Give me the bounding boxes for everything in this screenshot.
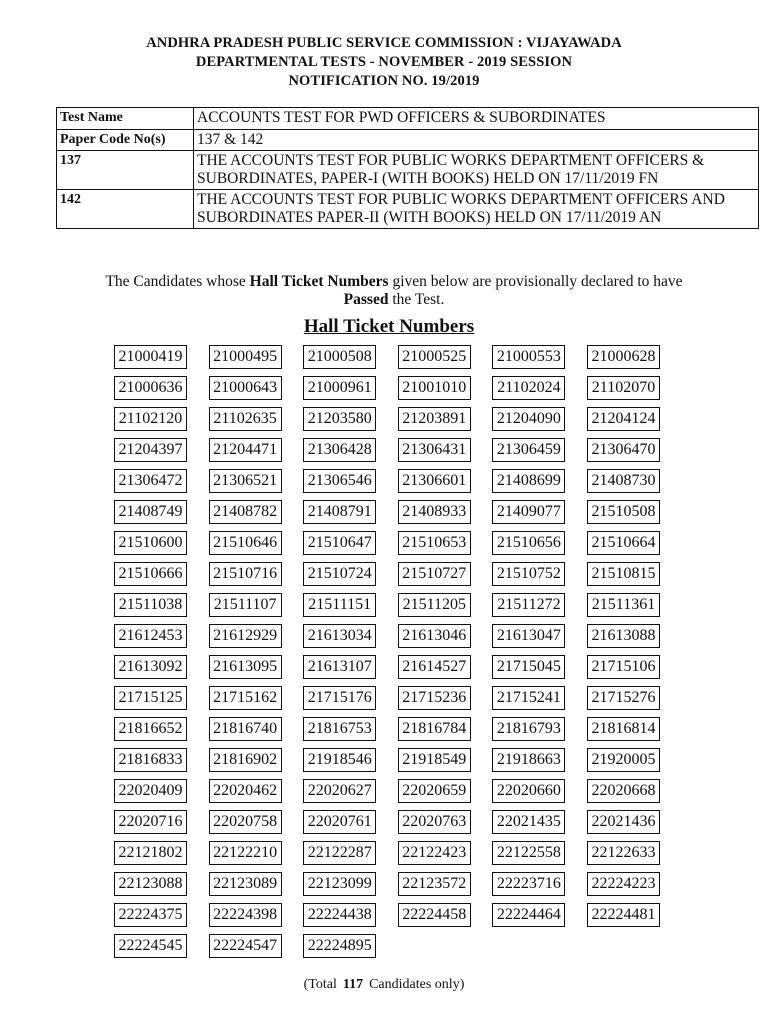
- hall-ticket-number: 21510646: [209, 531, 282, 555]
- hall-ticket-number: 21102120: [114, 407, 187, 431]
- hall-ticket-number: 21614527: [398, 655, 471, 679]
- hall-ticket-number: 21203580: [303, 407, 376, 431]
- hall-ticket-number: 21816793: [492, 717, 565, 741]
- hall-ticket-number: 22224398: [209, 903, 282, 927]
- hall-ticket-number: 21613034: [303, 624, 376, 648]
- hall-ticket-number: 22122558: [492, 841, 565, 865]
- hall-ticket-number: 22020716: [114, 810, 187, 834]
- hall-ticket-number: 22123099: [303, 872, 376, 896]
- paper-142-label: 142: [57, 190, 194, 229]
- hall-ticket-number: 21511205: [398, 593, 471, 617]
- hall-ticket-number: 21715106: [587, 655, 660, 679]
- test-name-label: Test Name: [57, 108, 194, 130]
- hall-ticket-number: 21612929: [209, 624, 282, 648]
- hall-ticket-number: 22020660: [492, 779, 565, 803]
- paper-142-row: [57, 190, 759, 229]
- hall-ticket-number: 21000525: [398, 345, 471, 369]
- hall-ticket-number: 21000628: [587, 345, 660, 369]
- hall-ticket-number: 21306601: [398, 469, 471, 493]
- hall-ticket-number: 21000636: [114, 376, 187, 400]
- hall-ticket-number: 21204124: [587, 407, 660, 431]
- hall-ticket-number: 22224481: [587, 903, 660, 927]
- hall-ticket-number: 21715241: [492, 686, 565, 710]
- notice-line-1: [0, 273, 768, 291]
- hall-ticket-number: 21816784: [398, 717, 471, 741]
- notice-text-1: The Candidates whose: [105, 273, 250, 290]
- hall-ticket-number: 21306459: [492, 438, 565, 462]
- hall-ticket-number: 22121802: [114, 841, 187, 865]
- hall-ticket-number: 22122633: [587, 841, 660, 865]
- hall-ticket-number: 22020668: [587, 779, 660, 803]
- hall-ticket-number: 21816833: [114, 748, 187, 772]
- hall-ticket-number: 22224438: [303, 903, 376, 927]
- hall-ticket-number: 21613107: [303, 655, 376, 679]
- hall-ticket-number: 21510727: [398, 562, 471, 586]
- hall-ticket-number: 22224547: [209, 934, 282, 958]
- hall-ticket-number: 21510508: [587, 500, 660, 524]
- hall-ticket-number: 21204397: [114, 438, 187, 462]
- hall-ticket-number: 21918663: [492, 748, 565, 772]
- hall-ticket-number: 21510647: [303, 531, 376, 555]
- hall-ticket-number: 21102070: [587, 376, 660, 400]
- notice-bold-hall-ticket: Hall Ticket Numbers: [249, 273, 389, 290]
- hall-ticket-number: 22224895: [303, 934, 376, 958]
- hall-ticket-number: 22020409: [114, 779, 187, 803]
- hall-ticket-number: 21204471: [209, 438, 282, 462]
- paper-code-row: [57, 129, 759, 151]
- hall-ticket-number: 21613088: [587, 624, 660, 648]
- notice-bold-passed: Passed: [343, 291, 389, 308]
- hall-ticket-number: 21203891: [398, 407, 471, 431]
- hall-ticket-number: 21408699: [492, 469, 565, 493]
- test-name-value: ACCOUNTS TEST FOR PWD OFFICERS & SUBORDINATES: [194, 108, 759, 130]
- hall-ticket-number: 21715125: [114, 686, 187, 710]
- hall-ticket-number: 22020659: [398, 779, 471, 803]
- hall-ticket-number: 22224545: [114, 934, 187, 958]
- hall-ticket-number: 21409077: [492, 500, 565, 524]
- hall-ticket-number: 21000495: [209, 345, 282, 369]
- notice-line-2: [0, 291, 768, 309]
- hall-ticket-list-title: Hall Ticket Numbers: [303, 316, 475, 337]
- hall-ticket-number: 22224223: [587, 872, 660, 896]
- hall-ticket-number: 22122287: [303, 841, 376, 865]
- hall-ticket-number: 22224375: [114, 903, 187, 927]
- hall-ticket-number: 21510815: [587, 562, 660, 586]
- notice-text-3: the Test.: [388, 291, 445, 308]
- hall-ticket-number: 21510656: [492, 531, 565, 555]
- hall-ticket-number: 21510600: [114, 531, 187, 555]
- hall-ticket-number: 21306521: [209, 469, 282, 493]
- total-candidates-footer: [0, 977, 768, 993]
- hall-ticket-number: 21510664: [587, 531, 660, 555]
- hall-ticket-number: 21510716: [209, 562, 282, 586]
- hall-ticket-number: 21306431: [398, 438, 471, 462]
- hall-ticket-number: 21613047: [492, 624, 565, 648]
- paper-137-label: 137: [57, 151, 194, 190]
- hall-ticket-number: 22021436: [587, 810, 660, 834]
- hall-ticket-number: 21511107: [209, 593, 282, 617]
- hall-ticket-number: 21306428: [303, 438, 376, 462]
- hall-ticket-number: 21000553: [492, 345, 565, 369]
- hall-ticket-number: 21000419: [114, 345, 187, 369]
- hall-ticket-number: 22020758: [209, 810, 282, 834]
- paper-137-description: THE ACCOUNTS TEST FOR PUBLIC WORKS DEPARTMENT OFFICERS & SUBORDINATES, PAPER-I (WITH BOOKS) HELD ON 17/11/2019 FN: [194, 151, 759, 190]
- hall-ticket-number: 21613046: [398, 624, 471, 648]
- hall-ticket-number: 21000508: [303, 345, 376, 369]
- hall-ticket-number: 22020627: [303, 779, 376, 803]
- hall-ticket-number: 21816814: [587, 717, 660, 741]
- hall-ticket-number: 22122423: [398, 841, 471, 865]
- footer-prefix: (Total: [303, 977, 337, 992]
- hall-ticket-number: 21511038: [114, 593, 187, 617]
- hall-ticket-number: 21511272: [492, 593, 565, 617]
- hall-ticket-number: 21918546: [303, 748, 376, 772]
- paper-code-label: Paper Code No(s): [57, 129, 194, 151]
- hall-ticket-number: 22020763: [398, 810, 471, 834]
- hall-ticket-number: 21920005: [587, 748, 660, 772]
- hall-ticket-number: 21510666: [114, 562, 187, 586]
- hall-ticket-number: 21715162: [209, 686, 282, 710]
- hall-ticket-number: 21816652: [114, 717, 187, 741]
- hall-ticket-number: 21510752: [492, 562, 565, 586]
- hall-ticket-number: 21510653: [398, 531, 471, 555]
- hall-ticket-number: 21408782: [209, 500, 282, 524]
- hall-ticket-number: 21306546: [303, 469, 376, 493]
- hall-ticket-number: 21918549: [398, 748, 471, 772]
- hall-ticket-number: 21816740: [209, 717, 282, 741]
- hall-ticket-number: 21715176: [303, 686, 376, 710]
- hall-ticket-number: 21511151: [303, 593, 376, 617]
- hall-ticket-number: 22223716: [492, 872, 565, 896]
- commission-title: ANDHRA PRADESH PUBLIC SERVICE COMMISSION : VIJAYAWADA: [146, 35, 622, 51]
- hall-ticket-number: 21715236: [398, 686, 471, 710]
- hall-ticket-number: 21816753: [303, 717, 376, 741]
- hall-ticket-number: 21000961: [303, 376, 376, 400]
- hall-ticket-number: 21613092: [114, 655, 187, 679]
- test-info-table: [56, 107, 759, 229]
- hall-ticket-number: 22123089: [209, 872, 282, 896]
- hall-ticket-number: 21102635: [209, 407, 282, 431]
- hall-ticket-number: 22224458: [398, 903, 471, 927]
- hall-ticket-number: 21816902: [209, 748, 282, 772]
- hall-ticket-number: 21715045: [492, 655, 565, 679]
- paper-code-value: 137 & 142: [194, 129, 759, 151]
- hall-ticket-number: 21306472: [114, 469, 187, 493]
- paper-142-description: THE ACCOUNTS TEST FOR PUBLIC WORKS DEPARTMENT OFFICERS AND SUBORDINATES PAPER-II (WITH BOOKS) HELD ON 17/11/2019 AN: [194, 190, 759, 229]
- hall-ticket-number: 21613095: [209, 655, 282, 679]
- notice-text-2: given below are provisionally declared to have: [388, 273, 683, 290]
- hall-ticket-number: 21408933: [398, 500, 471, 524]
- test-name-row: [57, 108, 759, 130]
- total-count: 117: [342, 977, 364, 992]
- hall-ticket-number: 22020462: [209, 779, 282, 803]
- hall-ticket-number: 21510724: [303, 562, 376, 586]
- hall-ticket-number: 22020761: [303, 810, 376, 834]
- hall-ticket-number: 21511361: [587, 593, 660, 617]
- session-title: DEPARTMENTAL TESTS - NOVEMBER - 2019 SESSION: [195, 54, 573, 70]
- hall-ticket-number: 21715276: [587, 686, 660, 710]
- hall-ticket-number: 22224464: [492, 903, 565, 927]
- hall-ticket-number: 21102024: [492, 376, 565, 400]
- footer-suffix: Candidates only): [369, 977, 465, 992]
- hall-ticket-number: 21408730: [587, 469, 660, 493]
- hall-ticket-number: 21000643: [209, 376, 282, 400]
- hall-ticket-number: 22123088: [114, 872, 187, 896]
- paper-137-row: [57, 151, 759, 190]
- hall-ticket-number: 21204090: [492, 407, 565, 431]
- hall-ticket-number: 22021435: [492, 810, 565, 834]
- hall-ticket-number: 21306470: [587, 438, 660, 462]
- hall-ticket-number: 21408749: [114, 500, 187, 524]
- hall-ticket-number: 21612453: [114, 624, 187, 648]
- hall-ticket-number: 21408791: [303, 500, 376, 524]
- hall-ticket-number: 21001010: [398, 376, 471, 400]
- hall-ticket-number: 22123572: [398, 872, 471, 896]
- hall-ticket-number: 22122210: [209, 841, 282, 865]
- notification-number: NOTIFICATION NO. 19/2019: [288, 73, 480, 89]
